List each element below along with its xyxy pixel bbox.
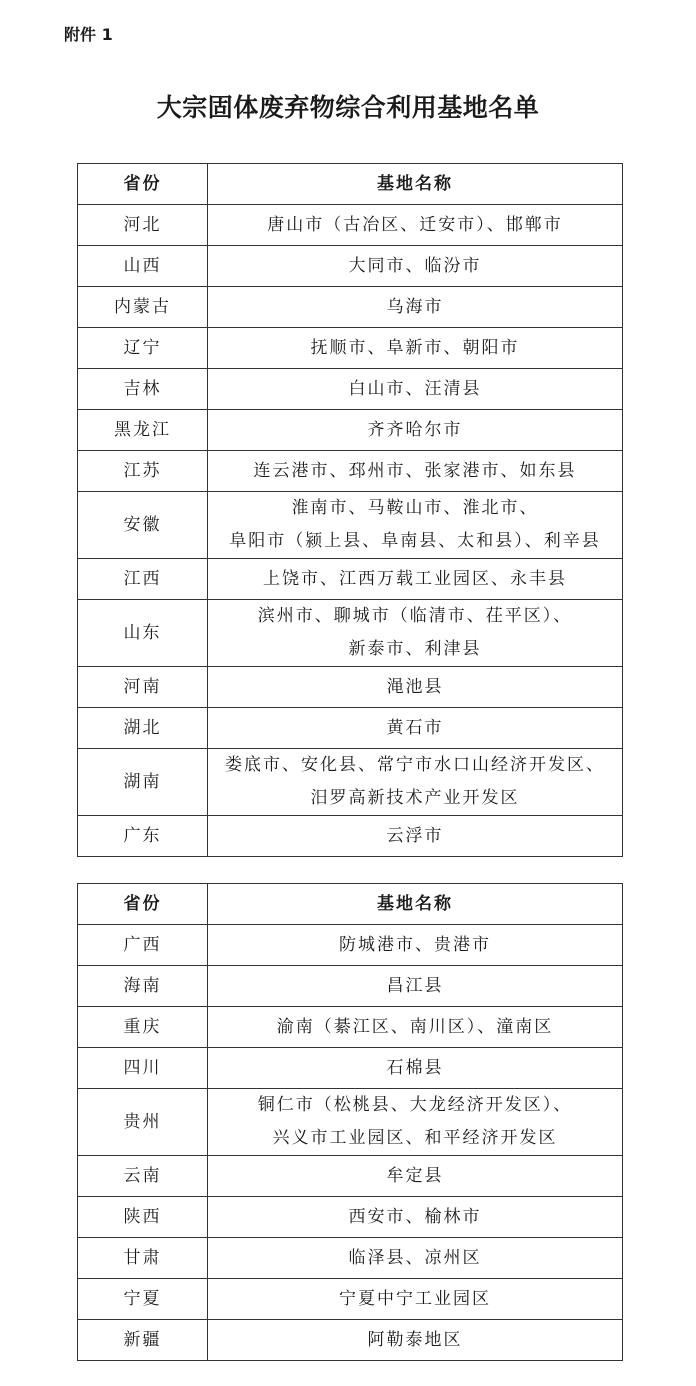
- table-row: [78, 816, 623, 857]
- base-name-line: 云浮市: [386, 825, 444, 846]
- base-name-line: 渝南（綦江区、南川区）、潼南区: [276, 1016, 554, 1037]
- base-name-cell: [208, 1089, 623, 1156]
- table-row: [78, 369, 623, 410]
- base-name-line: 抚顺市、阜新市、朝阳市: [310, 337, 520, 358]
- header-base-name: 基地名称: [208, 164, 623, 205]
- base-name-line: 石棉县: [386, 1057, 444, 1078]
- table-row: [78, 1089, 623, 1156]
- base-name-cell: [208, 410, 623, 451]
- table-row: [78, 1320, 623, 1361]
- base-name-cell: [208, 816, 623, 857]
- base-name-line: 淮南市、马鞍山市、淮北市、: [291, 498, 539, 518]
- table-row: [78, 205, 623, 246]
- table-row: [78, 749, 623, 816]
- base-name-line: 大同市、临汾市: [348, 255, 482, 276]
- base-name-line: 白山市、汪清县: [348, 378, 482, 399]
- base-name-line: 临泽县、凉州区: [348, 1247, 482, 1268]
- base-name-line: 牟定县: [386, 1165, 444, 1186]
- province-cell: 陕西: [78, 1197, 208, 1238]
- province-cell: 山西: [78, 246, 208, 287]
- table-row: [78, 708, 623, 749]
- province-cell: 黑龙江: [78, 410, 208, 451]
- base-name-line: 铜仁市（松桃县、大龙经济开发区）、: [257, 1095, 573, 1115]
- province-cell: 新疆: [78, 1320, 208, 1361]
- province-cell: 广西: [78, 925, 208, 966]
- base-name-line: 新泰市、利津县: [348, 639, 482, 659]
- base-name-cell: [208, 451, 623, 492]
- table-row: [78, 925, 623, 966]
- base-name-line: 兴义市工业园区、和平经济开发区: [272, 1128, 558, 1148]
- base-name-cell: [208, 369, 623, 410]
- province-cell: 重庆: [78, 1007, 208, 1048]
- province-cell: 贵州: [78, 1089, 208, 1156]
- base-name-line: 阜阳市（颍上县、阜南县、太和县）、利辛县: [229, 531, 601, 551]
- base-name-line: 娄底市、安化县、常宁市水口山经济开发区、: [225, 755, 605, 775]
- province-cell: 安徽: [78, 492, 208, 559]
- province-cell: 辽宁: [78, 328, 208, 369]
- table-row: [78, 451, 623, 492]
- base-name-line: 乌海市: [386, 296, 444, 317]
- province-cell: 江苏: [78, 451, 208, 492]
- base-name-cell: [208, 1197, 623, 1238]
- base-name-line: 渑池县: [386, 676, 444, 697]
- base-name-cell: [208, 1156, 623, 1197]
- base-name-cell: [208, 966, 623, 1007]
- base-name-cell: [208, 708, 623, 749]
- base-name-cell: [208, 1238, 623, 1279]
- base-name-line: 阿勒泰地区: [367, 1329, 463, 1350]
- province-cell: 云南: [78, 1156, 208, 1197]
- base-name-line: 黄石市: [386, 717, 444, 738]
- table-row: [78, 966, 623, 1007]
- table-row: [78, 1048, 623, 1089]
- base-name-line: 连云港市、邳州市、张家港市、如东县: [253, 460, 577, 481]
- base-name-cell: [208, 667, 623, 708]
- province-cell: 甘肃: [78, 1238, 208, 1279]
- base-name-cell: [208, 492, 623, 559]
- province-cell: 吉林: [78, 369, 208, 410]
- base-name-line: 防城港市、贵港市: [339, 934, 491, 955]
- table-row: [78, 1279, 623, 1320]
- table-row: [78, 600, 623, 667]
- base-name-cell: [208, 1320, 623, 1361]
- province-cell: 内蒙古: [78, 287, 208, 328]
- base-name-cell: [208, 559, 623, 600]
- base-name-line: 西安市、榆林市: [348, 1206, 482, 1227]
- province-cell: 江西: [78, 559, 208, 600]
- table-row: [78, 1197, 623, 1238]
- province-cell: 海南: [78, 966, 208, 1007]
- base-name-cell: [208, 287, 623, 328]
- base-name-cell: [208, 600, 623, 667]
- province-cell: 四川: [78, 1048, 208, 1089]
- base-name-line: 滨州市、聊城市（临清市、茌平区）、: [257, 606, 573, 626]
- base-name-cell: [208, 749, 623, 816]
- table-row: [78, 246, 623, 287]
- base-name-line: 昌江县: [386, 975, 444, 996]
- base-name-cell: [208, 1279, 623, 1320]
- attachment-label: 附件 1: [64, 25, 113, 44]
- base-name-cell: [208, 925, 623, 966]
- base-name-line: 上饶市、江西万载工业园区、永丰县: [263, 568, 567, 589]
- header-province: 省份: [78, 164, 208, 205]
- base-name-cell: [208, 1007, 623, 1048]
- document-title: 大宗固体废弃物综合利用基地名单: [156, 93, 540, 122]
- province-cell: 广东: [78, 816, 208, 857]
- table-row: [78, 1007, 623, 1048]
- header-base-name: 基地名称: [208, 884, 623, 925]
- province-cell: 河北: [78, 205, 208, 246]
- province-cell: 山东: [78, 600, 208, 667]
- province-cell: 湖北: [78, 708, 208, 749]
- table-row: [78, 492, 623, 559]
- table-row: [78, 559, 623, 600]
- table-row: [78, 1238, 623, 1279]
- base-list-table-2: [77, 883, 623, 1361]
- base-name-cell: [208, 205, 623, 246]
- table-row: [78, 328, 623, 369]
- base-name-cell: [208, 246, 623, 287]
- table-row: [78, 410, 623, 451]
- province-cell: 宁夏: [78, 1279, 208, 1320]
- province-cell: 河南: [78, 667, 208, 708]
- base-name-cell: [208, 1048, 623, 1089]
- base-name-line: 唐山市（古冶区、迁安市）、邯郸市: [267, 214, 563, 235]
- table-row: [78, 287, 623, 328]
- province-cell: 湖南: [78, 749, 208, 816]
- base-list-table-1: [77, 163, 623, 857]
- table-header-row: [78, 884, 623, 925]
- base-name-line: 齐齐哈尔市: [367, 419, 463, 440]
- header-province: 省份: [78, 884, 208, 925]
- base-name-cell: [208, 328, 623, 369]
- table-header-row: [78, 164, 623, 205]
- table-row: [78, 1156, 623, 1197]
- table-row: [78, 667, 623, 708]
- base-name-line: 宁夏中宁工业园区: [339, 1288, 491, 1309]
- base-name-line: 汨罗高新技术产业开发区: [310, 788, 520, 808]
